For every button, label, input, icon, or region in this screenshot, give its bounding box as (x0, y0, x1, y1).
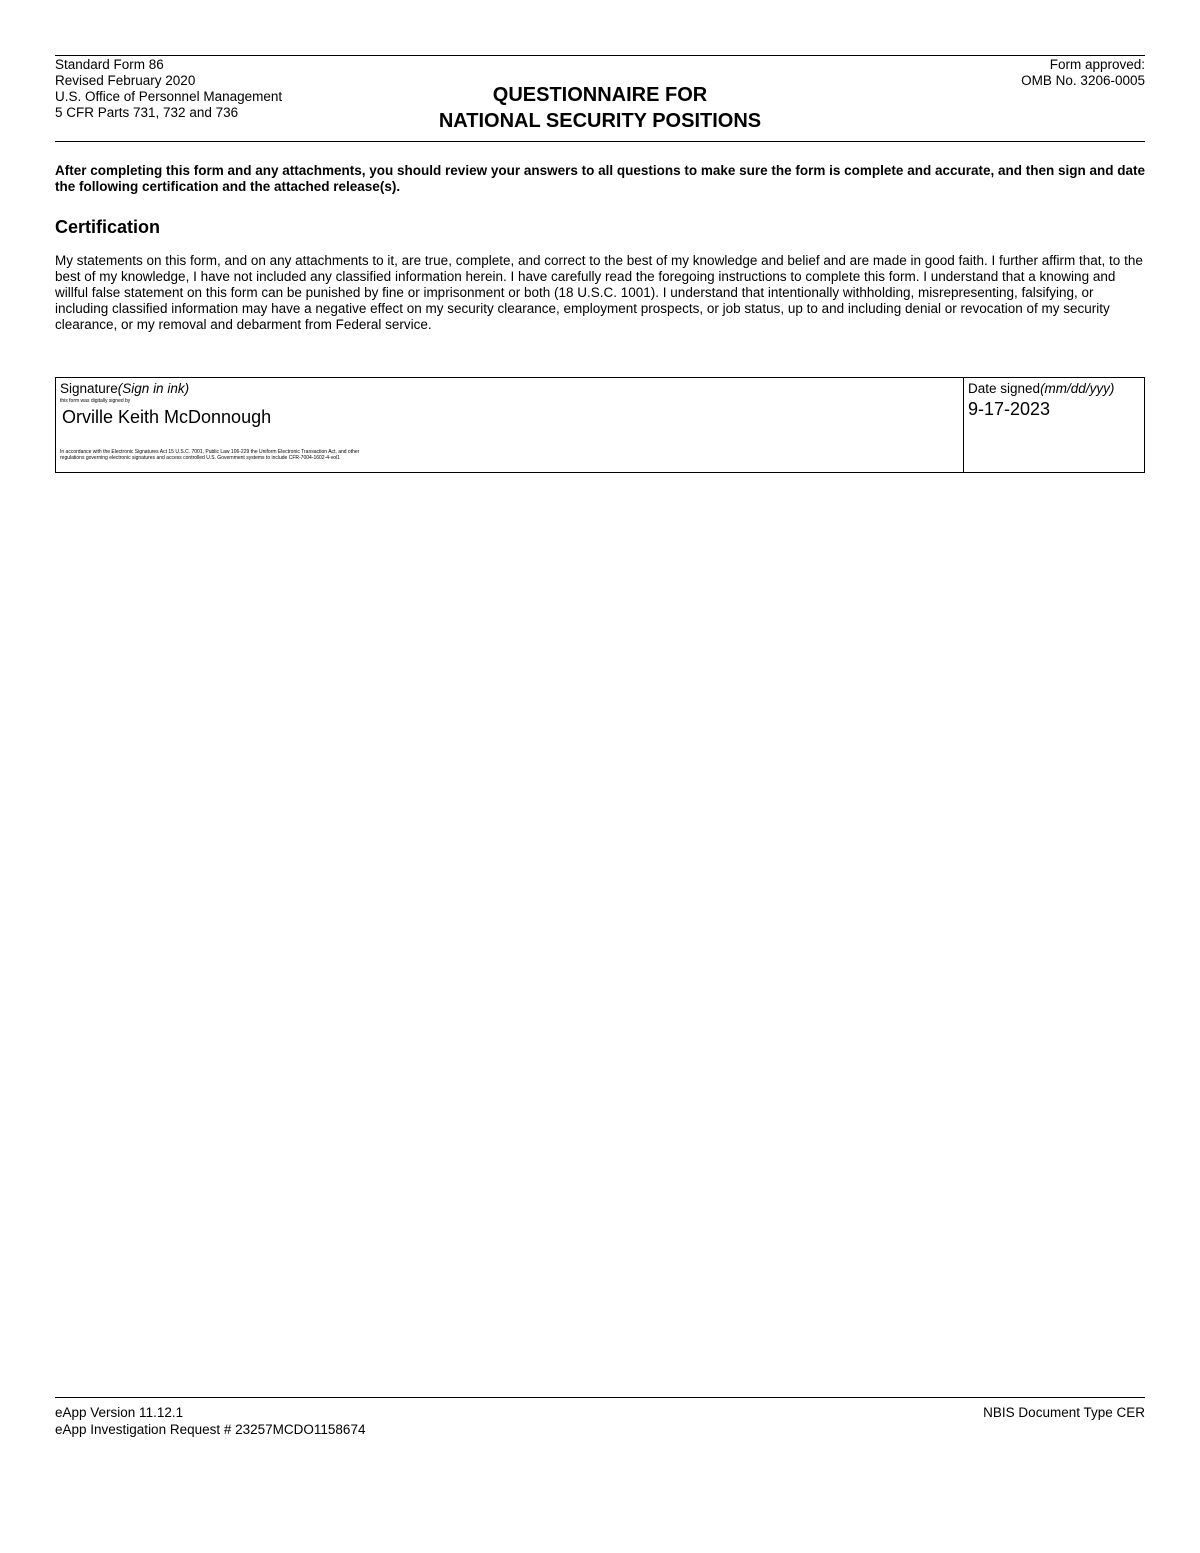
form-approved-label: Form approved: (1049, 57, 1145, 72)
signature-cell[interactable] (56, 378, 964, 472)
form-identification (55, 57, 282, 121)
signature-block (55, 377, 1145, 473)
form-approval (1021, 57, 1145, 89)
signature-hint: (Sign in ink) (117, 381, 190, 396)
intro-instructions: After completing this form and any attachments, you should review your answers to all questions to make sure the form is complete and accurate, and then sign and date the following certification and the attached release(s). (55, 163, 1145, 194)
date-signed-label (968, 381, 1114, 396)
signature-label (60, 381, 189, 396)
footer-rule (55, 1397, 1145, 1398)
signer-name: Orville Keith McDonnough (62, 407, 272, 427)
footer-info (55, 1404, 365, 1438)
legal-note-line1: In accordance with the Electronic Signatures Act 15 U.S.C. 7001, Public Law 106-229 the Uniform Electronic Transaction Act, and other (60, 449, 360, 455)
signature-label-text: Signature (60, 381, 118, 396)
date-label-text: Date signed (968, 381, 1041, 396)
form-title (350, 82, 850, 134)
form-number: Standard Form 86 (55, 57, 164, 72)
omb-number: OMB No. 3206-0005 (1021, 73, 1145, 88)
date-format-hint: (mm/dd/yyy) (1040, 381, 1115, 396)
form-title-line2: NATIONAL SECURITY POSITIONS (438, 110, 762, 132)
document-type: NBIS Document Type CER (983, 1405, 1145, 1420)
certification-heading: Certification (55, 217, 161, 237)
investigation-request-number: eApp Investigation Request # 23257MCDO1158674 (55, 1422, 366, 1437)
issuing-agency: U.S. Office of Personnel Management (55, 89, 283, 104)
date-signed-value: 9-17-2023 (968, 399, 1051, 419)
digital-signature-note: this form was digitally signed by (60, 398, 131, 404)
top-rule (55, 55, 1145, 56)
revision-date: Revised February 2020 (55, 73, 196, 88)
eapp-version: eApp Version 11.12.1 (55, 1405, 184, 1420)
certification-statement: My statements on this form, and on any attachments to it, are true, complete, and correct to the best of my knowledge and belief and are made in good faith. I further affirm that, to the best of my knowledge, I have not included any classified information herein. I have carefully read the foregoing instructions to complete this form. I understand that a knowing and willful false statement on this form can be punished by fine or imprisonment or both (18 U.S.C. 1001). I understand that intentionally withholding, misrepresenting, falsifying, or including classified information may have a negative effect on my security clearance, employment prospects, or job status, up to and including denial or revocation of my security clearance, or my removal and debarment from Federal service. (55, 253, 1143, 332)
cfr-reference: 5 CFR Parts 731, 732 and 736 (55, 105, 239, 120)
header-bottom-rule (55, 141, 1145, 142)
legal-note-line2: regulations governing electronic signatures and access controlled U.S. Government systems to include CFR-7004-1602-4-vol1 (60, 455, 340, 461)
legal-note (60, 449, 359, 461)
form-title-line1: QUESTIONNAIRE FOR (492, 84, 708, 106)
date-signed-cell[interactable] (964, 378, 1144, 472)
